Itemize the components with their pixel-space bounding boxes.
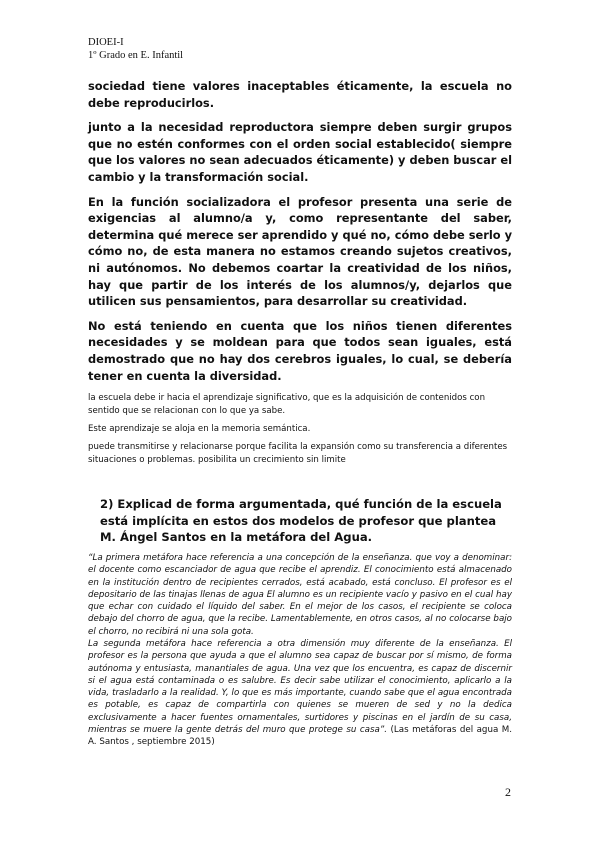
quote-block bbox=[88, 552, 512, 749]
quote-part-2 bbox=[88, 638, 512, 749]
page-body bbox=[88, 78, 512, 749]
paragraph-2: junto a la necesidad reproductora siempre deben surgir grupos que no estén conformes con el orden social establecido( siempre que los valores no sean adecuados éticamente) y deben buscar el cambio y la transformación social. bbox=[88, 120, 512, 184]
quote-part-2-text: La segunda metáfora hace referencia a otra dimensión muy diferente de la enseñanza. El profesor es la persona que ayuda a que el alumno sea capaz de buscar por sí mismo, de forma autónoma y entusiasta, manantiales de agua. Una vez que los encuentra, es capaz de discernir si el agua está contaminada o es salubre. Es decir sabe utilizar el conocimiento, aplicarlo a la vida, trasladarlo a la realidad. Y, lo que es más importante, cuando sabe que el agua encontrada es potable, es capaz de compartirla con quienes se mueren de sed y no la dedica exclusivamente a hacer fuentes ornamentales, surtidores y piscinas en el jardín de su casa, mientras se muere la gente detrás del muro que protege su casa”. bbox=[88, 638, 512, 736]
quote-citation: (Las metáforas del agua M. A. Santos , septiembre 2015) bbox=[88, 725, 512, 748]
paragraph-1: sociedad tiene valores inaceptables éticamente, la escuela no debe reproducirlos. bbox=[88, 79, 512, 110]
header-degree: 1º Grado en E. Infantil bbox=[88, 50, 184, 61]
question-heading: 2) Explicad de forma argumentada, qué función de la escuela está implícita en estos dos modelos de profesor que plantea M. Ángel Santos en la metáfora del Agua. bbox=[100, 497, 502, 545]
quote-part-1: “La primera metáfora hace referencia a una concepción de la enseñanza. que voy a denominar: el docente como escanciador de agua que recibe el aprendiz. El conocimiento está almacenado en la institución dentro de recipientes cerrados, está acabado, está concluso. El profesor es el depositario de las tinajas llenas de agua El alumno es un recipiente vacío y pasivo en el cual hay que echar con cuidado el líquido del saber. En el mejor de los casos, el recipiente se coloca debajo del chorro de agua, que la recibe. Lamentablemente, en otros casos, al no colocarse bajo el chorro, no recibirá ni una sola gota. bbox=[88, 552, 512, 637]
page-number: 2 bbox=[505, 785, 511, 799]
note-3: puede transmitirse y relacionarse porque facilita la expansión como su transferencia a diferentes situaciones o problemas. posibilita un crecimiento sin limite bbox=[88, 442, 508, 465]
note-2: Este aprendizaje se aloja en la memoria semántica. bbox=[88, 423, 311, 434]
header-course-code: DIOEI-I bbox=[88, 37, 124, 48]
note-1: la escuela debe ir hacia el aprendizaje significativo, que es la adquisición de contenidos con sentido que se relacionan con lo que ya sabe. bbox=[88, 393, 486, 416]
paragraph-4: No está teniendo en cuenta que los niños tienen diferentes necesidades y se moldean para que todos sean iguales, está demostrado que no hay dos cerebros iguales, lo cual, se debería tener en cuenta la diversidad. bbox=[88, 318, 512, 383]
paragraph-3: En la función socializadora el profesor presenta una serie de exigencias al alumno/a y, como representante del saber, determina qué merece ser aprendido y qué no, cómo debe serlo y cómo no, de esta manera no estamos creando sujetos creativos, ni autónomos. No debemos coartar la creatividad de los niños, hay que partir de los interés de los alumnos/y, dejarlos que utilicen sus pensamientos, para desarrollar su creatividad. bbox=[88, 194, 512, 309]
page-header bbox=[88, 36, 183, 62]
